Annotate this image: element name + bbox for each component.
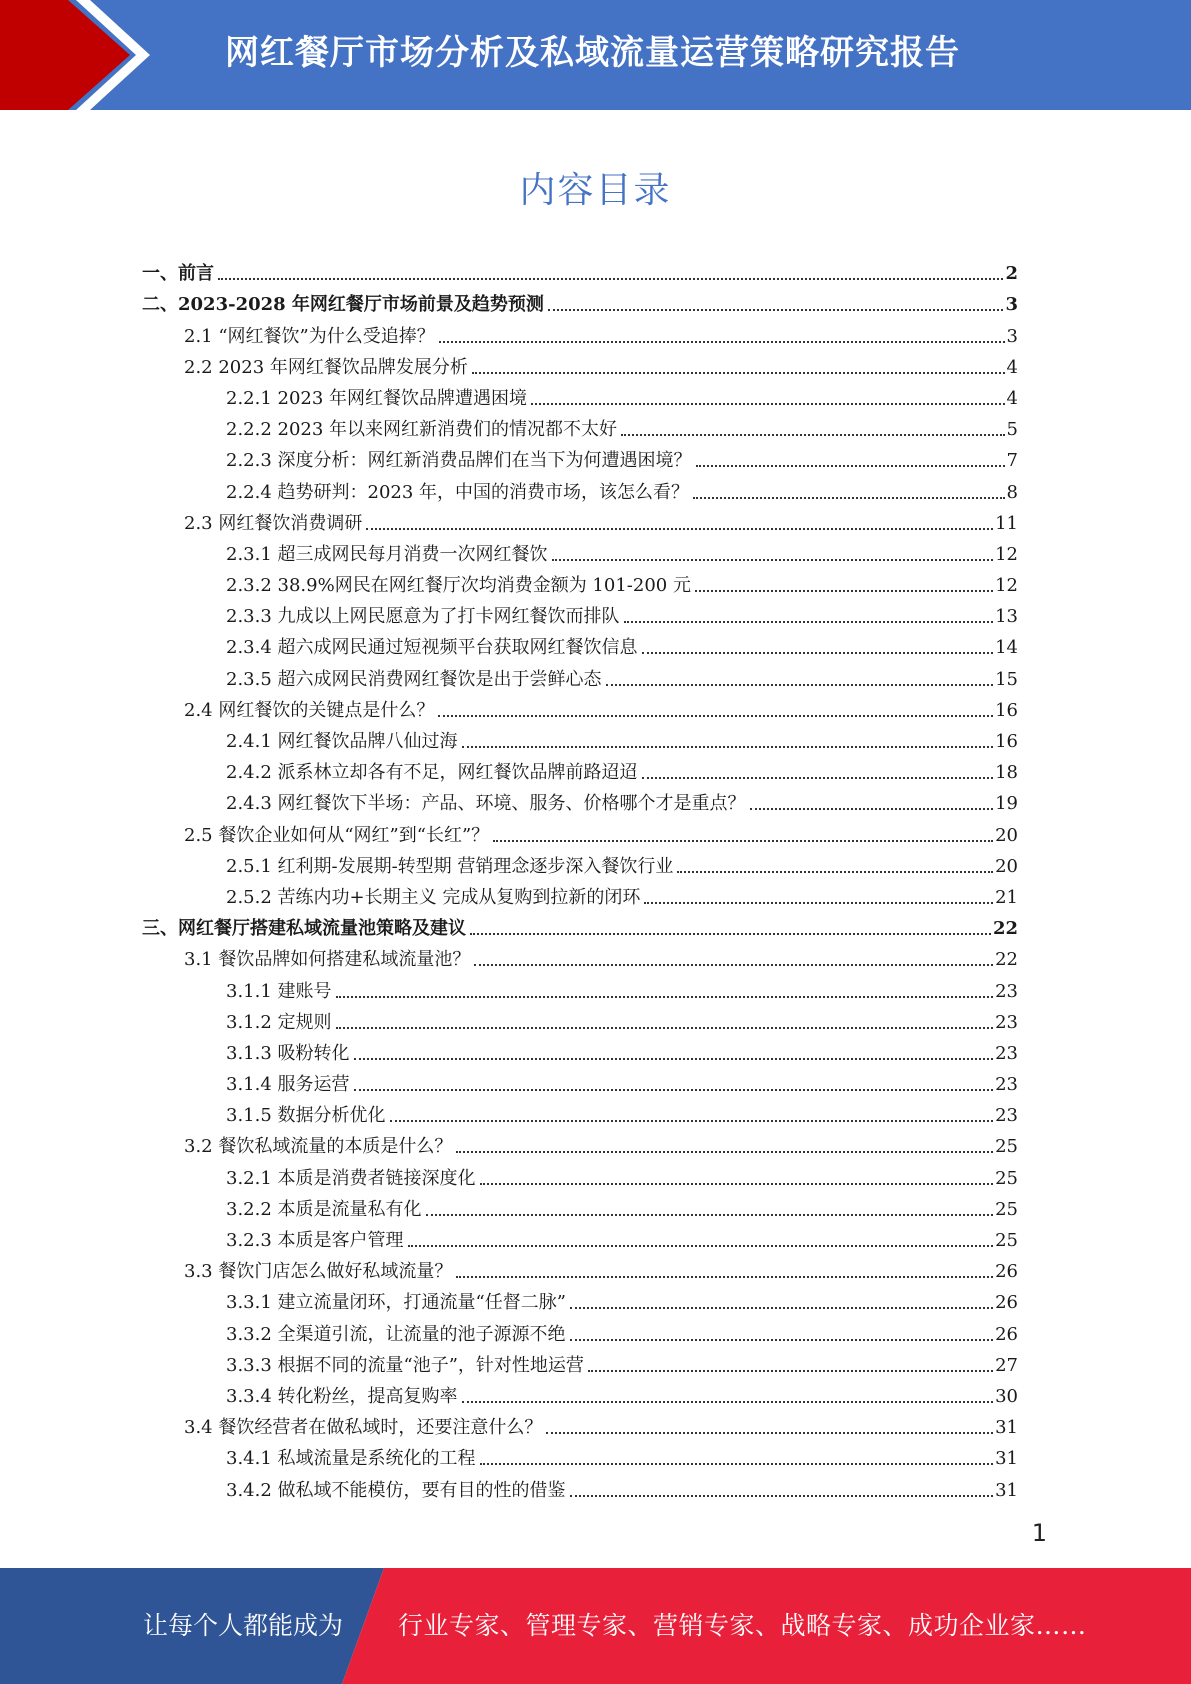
toc-entry-label: 3.1 餐饮品牌如何搭建私域流量池？ xyxy=(184,949,471,971)
toc-entry-label: 3.4 餐饮经营者在做私域时，还要注意什么？ xyxy=(184,1417,543,1439)
toc-entry-page: 12 xyxy=(995,543,1018,565)
dot-leader xyxy=(408,1245,994,1247)
dot-leader xyxy=(354,1058,994,1060)
toc-entry-label: 2.2.1 2023 年网红餐饮品牌遭遇困境 xyxy=(226,387,528,409)
toc-entry[interactable] xyxy=(142,659,1018,690)
toc-entry[interactable] xyxy=(142,940,1018,971)
toc-entry-page: 30 xyxy=(995,1385,1018,1407)
toc-entry-page: 3 xyxy=(1006,325,1018,347)
dot-leader xyxy=(462,746,994,748)
dot-leader xyxy=(750,808,994,810)
toc-entry-page: 25 xyxy=(995,1136,1018,1158)
toc-entry[interactable] xyxy=(142,535,1018,566)
dot-leader xyxy=(354,1089,994,1091)
toc-entry-label: 2.3 网红餐饮消费调研 xyxy=(184,512,363,534)
toc-entry-label: 3.1.5 数据分析优化 xyxy=(226,1105,386,1127)
toc-entry-label: 2.4.2 派系林立却各有不足，网红餐饮品牌前路迢迢 xyxy=(226,762,638,784)
toc-entry-label: 2.3.1 超三成网民每月消费一次网红餐饮 xyxy=(226,543,548,565)
toc-entry[interactable] xyxy=(142,1034,1018,1065)
toc-entry-label: 3.1.3 吸粉转化 xyxy=(226,1042,350,1064)
toc-entry-label: 2.4 网红餐饮的关键点是什么？ xyxy=(184,699,435,721)
dot-leader xyxy=(588,1370,993,1372)
toc-entry-page: 26 xyxy=(995,1323,1018,1345)
toc-entry[interactable] xyxy=(142,1314,1018,1345)
dot-leader xyxy=(462,1401,994,1403)
dot-leader xyxy=(426,1214,994,1216)
document-title: 网红餐厅市场分析及私域流量运营策略研究报告 xyxy=(225,33,960,73)
dot-leader xyxy=(366,528,993,530)
dot-leader xyxy=(546,1432,993,1434)
toc-entry-page: 20 xyxy=(995,824,1018,846)
toc-entry-label: 2.2.4 趋势研判：2023 年，中国的消费市场，该怎么看？ xyxy=(226,481,690,503)
toc-entry[interactable] xyxy=(142,472,1018,503)
toc-entry[interactable] xyxy=(142,1439,1018,1470)
toc-entry-page: 27 xyxy=(995,1354,1018,1376)
dot-leader xyxy=(218,278,1003,280)
toc-entry-page: 16 xyxy=(995,731,1018,752)
toc-entry-page: 8 xyxy=(1006,481,1018,503)
toc-entry-label: 2.5.2 苦练内功+长期主义 完成从复购到拉新的闭环 xyxy=(226,886,641,908)
dot-leader xyxy=(456,1151,993,1153)
dot-leader xyxy=(644,902,993,904)
toc-entry-page: 7 xyxy=(1006,450,1018,472)
toc-entry[interactable] xyxy=(142,691,1018,722)
dot-leader xyxy=(472,372,1005,374)
dot-leader xyxy=(606,684,994,686)
dot-leader xyxy=(480,1183,994,1185)
toc-entry-page: 22 xyxy=(995,949,1018,971)
toc-entry-label: 3.3.1 建立流量闭环，打通流量“任督二脉” xyxy=(226,1292,566,1314)
toc-entry[interactable] xyxy=(142,410,1018,441)
toc-entry-page: 11 xyxy=(995,512,1018,534)
toc-entry-label: 2.3.2 38.9%网民在网红餐厅次均消费金额为 101-200 元 xyxy=(226,575,691,597)
toc-entry-page: 12 xyxy=(995,575,1018,597)
toc-entry-page: 21 xyxy=(995,886,1018,908)
dot-leader xyxy=(624,621,994,623)
toc-entry-label: 3.4.2 做私域不能模仿，要有目的性的借鉴 xyxy=(226,1479,566,1501)
toc-entry[interactable] xyxy=(142,971,1018,1002)
toc-entry[interactable] xyxy=(142,597,1018,628)
dot-leader xyxy=(531,403,1004,405)
dot-leader xyxy=(570,1495,994,1497)
toc-entry-label: 2.2 2023 年网红餐饮品牌发展分析 xyxy=(184,356,468,378)
toc-entry[interactable] xyxy=(142,1096,1018,1127)
dot-leader xyxy=(642,777,994,779)
dot-leader xyxy=(456,1276,993,1278)
toc-entry-page: 13 xyxy=(995,606,1018,628)
toc-entry-label: 2.3.3 九成以上网民愿意为了打卡网红餐饮而排队 xyxy=(226,606,620,628)
toc-entry[interactable] xyxy=(142,909,1018,940)
dot-leader xyxy=(621,434,1004,436)
toc-entry-label: 3.2 餐饮私域流量的本质是什么？ xyxy=(184,1136,453,1158)
dot-leader xyxy=(438,715,993,717)
toc-entry-page: 25 xyxy=(995,1230,1018,1251)
toc-entry-label: 三、网红餐厅搭建私域流量池策略及建议 xyxy=(142,918,466,940)
toc-entry[interactable] xyxy=(142,1408,1018,1439)
page-number: 1 xyxy=(1031,1519,1047,1547)
toc-entry-page: 15 xyxy=(995,668,1018,690)
toc-entry-label: 2.3.4 超六成网民通过短视频平台获取网红餐饮信息 xyxy=(226,637,638,659)
toc-entry[interactable] xyxy=(142,504,1018,535)
toc-entry-page: 19 xyxy=(995,793,1018,815)
toc-entry-label: 3.1.4 服务运营 xyxy=(226,1074,350,1096)
toc-entry[interactable] xyxy=(142,1283,1018,1314)
toc-entry[interactable] xyxy=(142,1065,1018,1096)
dot-leader xyxy=(570,1307,993,1309)
toc-entry-page: 23 xyxy=(995,1042,1018,1064)
toc-heading: 内容目录 xyxy=(519,170,672,211)
toc-entry[interactable] xyxy=(142,1252,1018,1283)
toc-entry[interactable] xyxy=(142,285,1018,316)
toc-entry-label: 3.3.4 转化粉丝，提高复购率 xyxy=(226,1385,458,1407)
toc-entry-label: 2.2.2 2023 年以来网红新消费们的情况都不太好 xyxy=(226,419,618,441)
toc-entry[interactable] xyxy=(142,722,1018,753)
dot-leader xyxy=(336,996,994,998)
toc-entry-page: 18 xyxy=(995,762,1018,784)
dot-leader xyxy=(480,1463,994,1465)
toc-entry-label: 一、前言 xyxy=(142,263,214,285)
toc-entry-label: 2.1 “网红餐饮”为什么受追捧？ xyxy=(184,325,435,347)
toc-entry-page: 23 xyxy=(995,1074,1018,1096)
toc-entry[interactable] xyxy=(142,815,1018,846)
toc-entry-label: 3.1.1 建账号 xyxy=(226,980,332,1002)
footer-band xyxy=(0,1568,1191,1684)
dot-leader xyxy=(470,933,991,935)
toc-entry-page: 23 xyxy=(995,980,1018,1002)
toc-entry[interactable] xyxy=(142,1377,1018,1408)
footer-slogan-left: 让每个人都能成为 xyxy=(143,1611,344,1640)
toc-entry-page: 16 xyxy=(995,699,1018,721)
toc-entry[interactable] xyxy=(142,1158,1018,1189)
dot-leader xyxy=(677,871,993,873)
toc-entry-label: 2.5.1 红利期-发展期-转型期 营销理念逐步深入餐饮行业 xyxy=(226,855,674,877)
toc-entry[interactable] xyxy=(142,1127,1018,1158)
toc-entry-page: 31 xyxy=(995,1448,1018,1470)
toc-entry-label: 3.2.3 本质是客户管理 xyxy=(226,1230,404,1251)
toc-entry[interactable] xyxy=(142,753,1018,784)
toc-entry-page: 4 xyxy=(1006,387,1018,409)
dot-leader xyxy=(696,465,1005,467)
toc-entry[interactable] xyxy=(142,348,1018,379)
toc-entry-page: 22 xyxy=(992,918,1018,940)
toc-entry[interactable] xyxy=(142,1003,1018,1034)
toc-entry-page: 4 xyxy=(1006,356,1018,378)
dot-leader xyxy=(693,497,1004,499)
toc-entry[interactable] xyxy=(142,566,1018,597)
toc-entry-label: 2.2.3 深度分析：网红新消费品牌们在当下为何遭遇困境？ xyxy=(226,450,692,472)
toc-entry-label: 3.3.3 根据不同的流量“池子”，针对性地运营 xyxy=(226,1354,584,1376)
toc-entry[interactable] xyxy=(142,847,1018,878)
toc-entry-page: 23 xyxy=(995,1011,1018,1033)
toc-entry[interactable] xyxy=(142,316,1018,347)
toc-entry-label: 3.4.1 私域流量是系统化的工程 xyxy=(226,1448,476,1470)
toc-entry-page: 25 xyxy=(995,1198,1018,1220)
toc-entry-page: 20 xyxy=(995,855,1018,877)
toc-entry-page: 25 xyxy=(995,1167,1018,1189)
dot-leader xyxy=(336,1027,994,1029)
toc-entry-page: 14 xyxy=(995,637,1018,659)
toc-entry-label: 3.1.2 定规则 xyxy=(226,1011,332,1033)
toc-entry-label: 2.4.1 网红餐饮品牌八仙过海 xyxy=(226,731,458,752)
toc-entry[interactable] xyxy=(142,1346,1018,1377)
dot-leader xyxy=(548,309,1004,311)
toc-entry[interactable] xyxy=(142,379,1018,410)
toc-entry-page: 26 xyxy=(995,1292,1018,1314)
toc-entry-page: 23 xyxy=(995,1105,1018,1127)
dot-leader xyxy=(642,652,994,654)
toc-entry-page: 3 xyxy=(1005,294,1018,316)
dot-leader xyxy=(493,840,993,842)
dot-leader xyxy=(695,590,993,592)
toc-entry-page: 26 xyxy=(995,1261,1018,1283)
table-of-contents xyxy=(142,254,1018,1502)
toc-entry-label: 2.3.5 超六成网民消费网红餐饮是出于尝鲜心态 xyxy=(226,668,602,690)
dot-leader xyxy=(552,559,994,561)
toc-entry-page: 31 xyxy=(995,1417,1018,1439)
toc-entry[interactable] xyxy=(142,784,1018,815)
dot-leader xyxy=(570,1339,994,1341)
dot-leader xyxy=(439,341,1005,343)
toc-entry-label: 2.4.3 网红餐饮下半场：产品、环境、服务、价格哪个才是重点？ xyxy=(226,793,746,815)
toc-entry[interactable] xyxy=(142,254,1018,285)
toc-entry-label: 3.2.1 本质是消费者链接深度化 xyxy=(226,1167,476,1189)
header-band xyxy=(0,0,1191,110)
dot-leader xyxy=(474,964,993,966)
toc-entry[interactable] xyxy=(142,441,1018,472)
toc-entry-page: 5 xyxy=(1006,419,1018,441)
toc-entry[interactable] xyxy=(142,628,1018,659)
dot-leader xyxy=(390,1120,994,1122)
toc-entry[interactable] xyxy=(142,1221,1018,1252)
toc-entry[interactable] xyxy=(142,878,1018,909)
toc-entry-label: 3.2.2 本质是流量私有化 xyxy=(226,1198,422,1220)
toc-entry-page: 2 xyxy=(1005,263,1018,285)
toc-entry-label: 3.3 餐饮门店怎么做好私域流量？ xyxy=(184,1261,453,1283)
toc-entry[interactable] xyxy=(142,1190,1018,1221)
toc-entry-label: 2.5 餐饮企业如何从“网红”到“长红”？ xyxy=(184,824,490,846)
toc-entry[interactable] xyxy=(142,1470,1018,1501)
toc-entry-page: 31 xyxy=(995,1479,1018,1501)
toc-entry-label: 二、2023-2028 年网红餐厅市场前景及趋势预测 xyxy=(142,294,544,316)
footer-slogan-right: 行业专家、管理专家、营销专家、战略专家、成功企业家…… xyxy=(398,1611,1087,1640)
toc-entry-label: 3.3.2 全渠道引流，让流量的池子源源不绝 xyxy=(226,1323,566,1345)
